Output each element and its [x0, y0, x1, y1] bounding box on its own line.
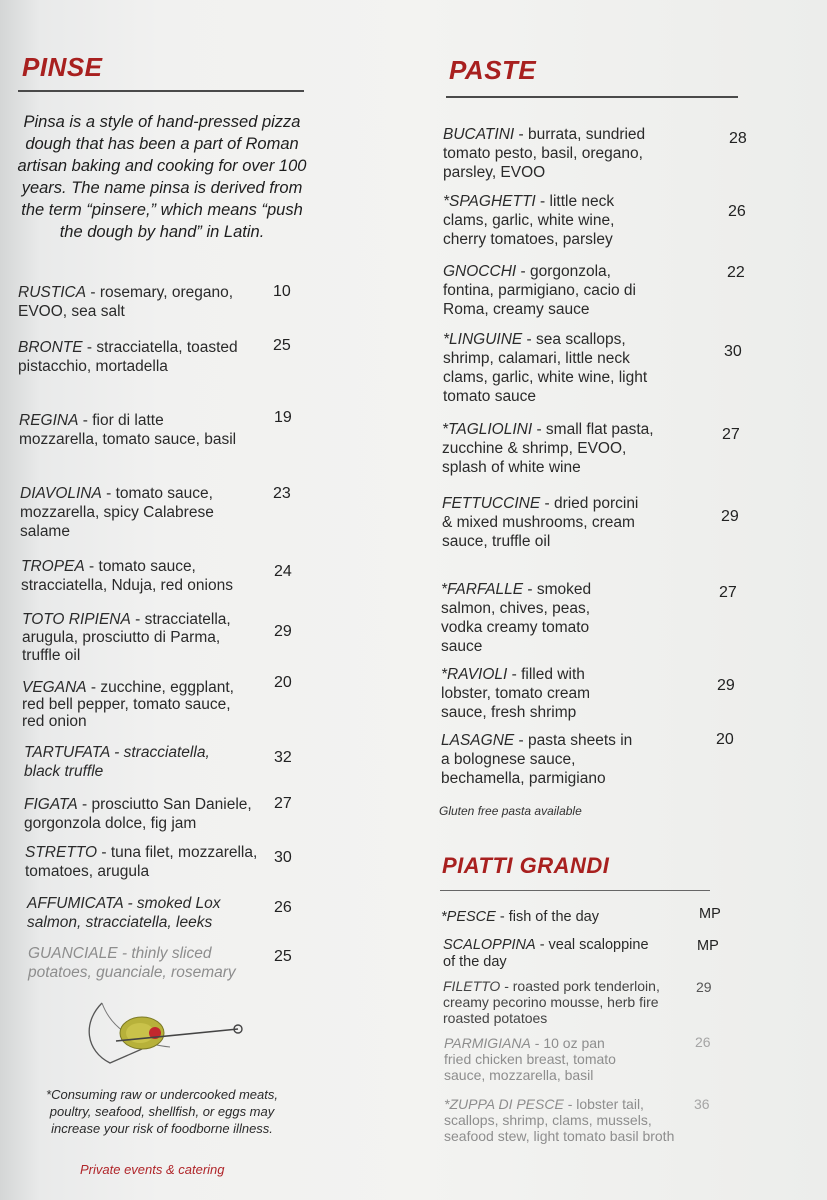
pinse-item	[24, 795, 264, 833]
piatti-item	[444, 1096, 694, 1144]
item-name: STRETTO	[25, 844, 98, 861]
item-desc: - fior di latte mozzarella, tomato sauce, basil	[19, 412, 237, 448]
item-name: *SPAGHETTI	[443, 193, 536, 210]
item-desc: - tuna filet, mozzarella, tomatoes, arugula	[25, 844, 258, 880]
pinse-item	[18, 338, 248, 376]
pinse-item	[22, 611, 258, 665]
pinse-item	[28, 944, 248, 982]
item-desc: - smoked salmon, chives, peas, vodka creamy tomato sauce	[441, 581, 592, 655]
item-price: 29	[717, 677, 735, 694]
item-name: BRONTE	[18, 339, 83, 356]
item-name: SCALOPPINA	[443, 937, 536, 953]
pinse-item	[24, 743, 234, 781]
paste-item	[443, 262, 639, 319]
item-price: MP	[697, 938, 719, 954]
paste-item	[441, 580, 611, 656]
item-desc: - little neck clams, garlic, white wine, cherry tomatoes, parsley	[443, 193, 615, 248]
piatti-item	[441, 909, 671, 926]
item-name: FILETTO	[443, 978, 501, 994]
piatti-item	[443, 937, 658, 971]
item-price: 10	[273, 283, 291, 300]
item-name: *PESCE	[441, 909, 496, 925]
item-desc: - stracciatella, toasted pistacchio, mortadella	[18, 339, 238, 375]
item-name: *LINGUINE	[443, 331, 523, 348]
pinse-item	[20, 484, 250, 541]
item-price: 20	[274, 674, 292, 691]
item-name: RUSTICA	[18, 284, 87, 301]
item-price: 27	[719, 584, 737, 601]
item-price: 26	[274, 899, 292, 916]
item-name: *ZUPPA DI PESCE	[444, 1096, 564, 1112]
item-desc: - pasta sheets in a bolognese sauce, bechamella, parmigiano	[441, 732, 633, 787]
item-price: 30	[724, 343, 742, 360]
item-desc: - rosemary, oregano, EVOO, sea salt	[18, 284, 234, 320]
paste-item	[443, 192, 643, 249]
item-name: *FARFALLE	[441, 581, 524, 598]
item-name: TOTO RIPIENA	[22, 611, 131, 628]
item-desc: - sea scallops, shrimp, calamari, little neck clams, garlic, white wine, light tomato sauce	[443, 331, 648, 405]
pinse-intro: Pinsa is a style of hand-pressed pizza dough that has been a part of Roman artisan baking and cooking for over 100 years. The name pinsa is derived from the term “pinsere,” which means “push the dough by hand” in Latin.	[17, 113, 307, 241]
item-name: FETTUCCINE	[442, 495, 541, 512]
item-name: GUANCIALE	[28, 945, 118, 962]
item-desc: - fish of the day	[495, 909, 599, 925]
item-name: TARTUFATA	[24, 744, 110, 761]
item-price: 26	[728, 203, 746, 220]
item-name: LASAGNE	[441, 732, 515, 749]
item-price: 26	[695, 1034, 711, 1050]
paste-item	[443, 330, 653, 406]
item-name: GNOCCHI	[443, 263, 517, 280]
item-name: REGINA	[19, 412, 79, 429]
item-name: TROPEA	[21, 558, 85, 575]
paste-item	[441, 665, 611, 722]
item-name: *TAGLIOLINI	[442, 421, 533, 438]
item-desc: - tomato sauce, mozzarella, spicy Calabrese salame	[20, 485, 214, 540]
item-price: 22	[727, 264, 745, 281]
item-desc: - lobster tail, scallops, shrimp, clams, mussels, seafood stew, light tomato basil broth	[444, 1096, 675, 1144]
item-price: 19	[274, 409, 292, 426]
piatti-divider	[440, 890, 710, 891]
paste-item	[441, 731, 641, 788]
paste-divider	[446, 96, 738, 98]
item-price: 36	[694, 1096, 710, 1112]
paste-item	[443, 125, 661, 182]
item-desc: - stracciatella, arugula, prosciutto di Parma, truffle oil	[22, 611, 231, 664]
gluten-free-note: Gluten free pasta available	[439, 804, 582, 818]
item-price: 29	[696, 979, 712, 995]
item-price: 20	[716, 731, 734, 748]
item-desc: - veal scaloppine of the day	[443, 937, 649, 970]
item-price: 27	[274, 795, 292, 812]
pinse-item	[18, 283, 248, 321]
pinse-item	[25, 843, 265, 881]
item-desc: - prosciutto San Daniele, gorgonzola dolce, fig jam	[24, 796, 252, 832]
piatti-grandi-title: PIATTI GRANDI	[442, 853, 610, 878]
item-price: 25	[273, 337, 291, 354]
item-price: 30	[274, 849, 292, 866]
item-price: 23	[273, 485, 291, 502]
item-price: 32	[274, 749, 292, 766]
item-desc: - gorgonzola, fontina, parmigiano, cacio di Roma, creamy sauce	[443, 263, 637, 318]
item-desc: - 10 oz pan fried chicken breast, tomato sauce, mozzarella, basil	[444, 1035, 616, 1083]
item-price: MP	[699, 906, 721, 922]
item-desc: - zucchine, eggplant, red bell pepper, tomato sauce, red onion	[22, 679, 234, 730]
item-name: BUCATINI	[443, 126, 515, 143]
item-desc: - tomato sauce, stracciatella, Nduja, red onions	[21, 558, 233, 594]
item-price: 28	[729, 130, 747, 147]
item-desc: - thinly sliced potatoes, guanciale, rosemary	[28, 945, 236, 981]
raw-food-disclaimer: *Consuming raw or undercooked meats, poultry, seafood, shellfish, or eggs may increase your risk of foodborne illness.	[46, 1087, 278, 1136]
piatti-item	[443, 978, 673, 1026]
item-price: 24	[274, 563, 292, 580]
item-price: 25	[274, 948, 292, 965]
item-price: 27	[722, 426, 740, 443]
piatti-item	[444, 1035, 622, 1083]
martini-olive-icon	[80, 995, 250, 1075]
item-price: 29	[274, 623, 292, 640]
pinse-item	[27, 894, 237, 932]
item-desc: - roasted pork tenderloin, creamy pecorino mousse, herb fire roasted potatoes	[443, 978, 660, 1026]
item-desc: - small flat pasta, zucchine & shrimp, EVOO, splash of white wine	[442, 421, 654, 476]
item-desc: - filled with lobster, tomato cream sauce, fresh shrimp	[441, 666, 591, 721]
item-name: AFFUMICATA	[27, 895, 124, 912]
item-name: VEGANA	[22, 679, 87, 696]
pinse-item	[21, 557, 251, 595]
item-name: PARMIGIANA	[444, 1035, 531, 1051]
pinse-title: PINSE	[22, 52, 103, 82]
private-events-link[interactable]: Private events & catering	[80, 1162, 225, 1177]
item-desc: - burrata, sundried tomato pesto, basil, oregano, parsley, EVOO	[443, 126, 646, 181]
pinse-item	[22, 679, 252, 730]
item-price: 29	[721, 508, 739, 525]
pinse-divider	[18, 90, 304, 92]
item-desc: - dried porcini & mixed mushrooms, cream sauce, truffle oil	[442, 495, 639, 550]
paste-item	[442, 420, 657, 477]
item-desc: - smoked Lox salmon, stracciatella, leeks	[27, 895, 221, 931]
item-desc: - stracciatella, black truffle	[24, 744, 210, 780]
item-name: FIGATA	[24, 796, 78, 813]
pinse-item	[19, 411, 241, 449]
paste-title: PASTE	[449, 55, 537, 85]
item-name: DIAVOLINA	[20, 485, 102, 502]
item-name: *RAVIOLI	[441, 666, 508, 683]
paste-item	[442, 494, 642, 551]
